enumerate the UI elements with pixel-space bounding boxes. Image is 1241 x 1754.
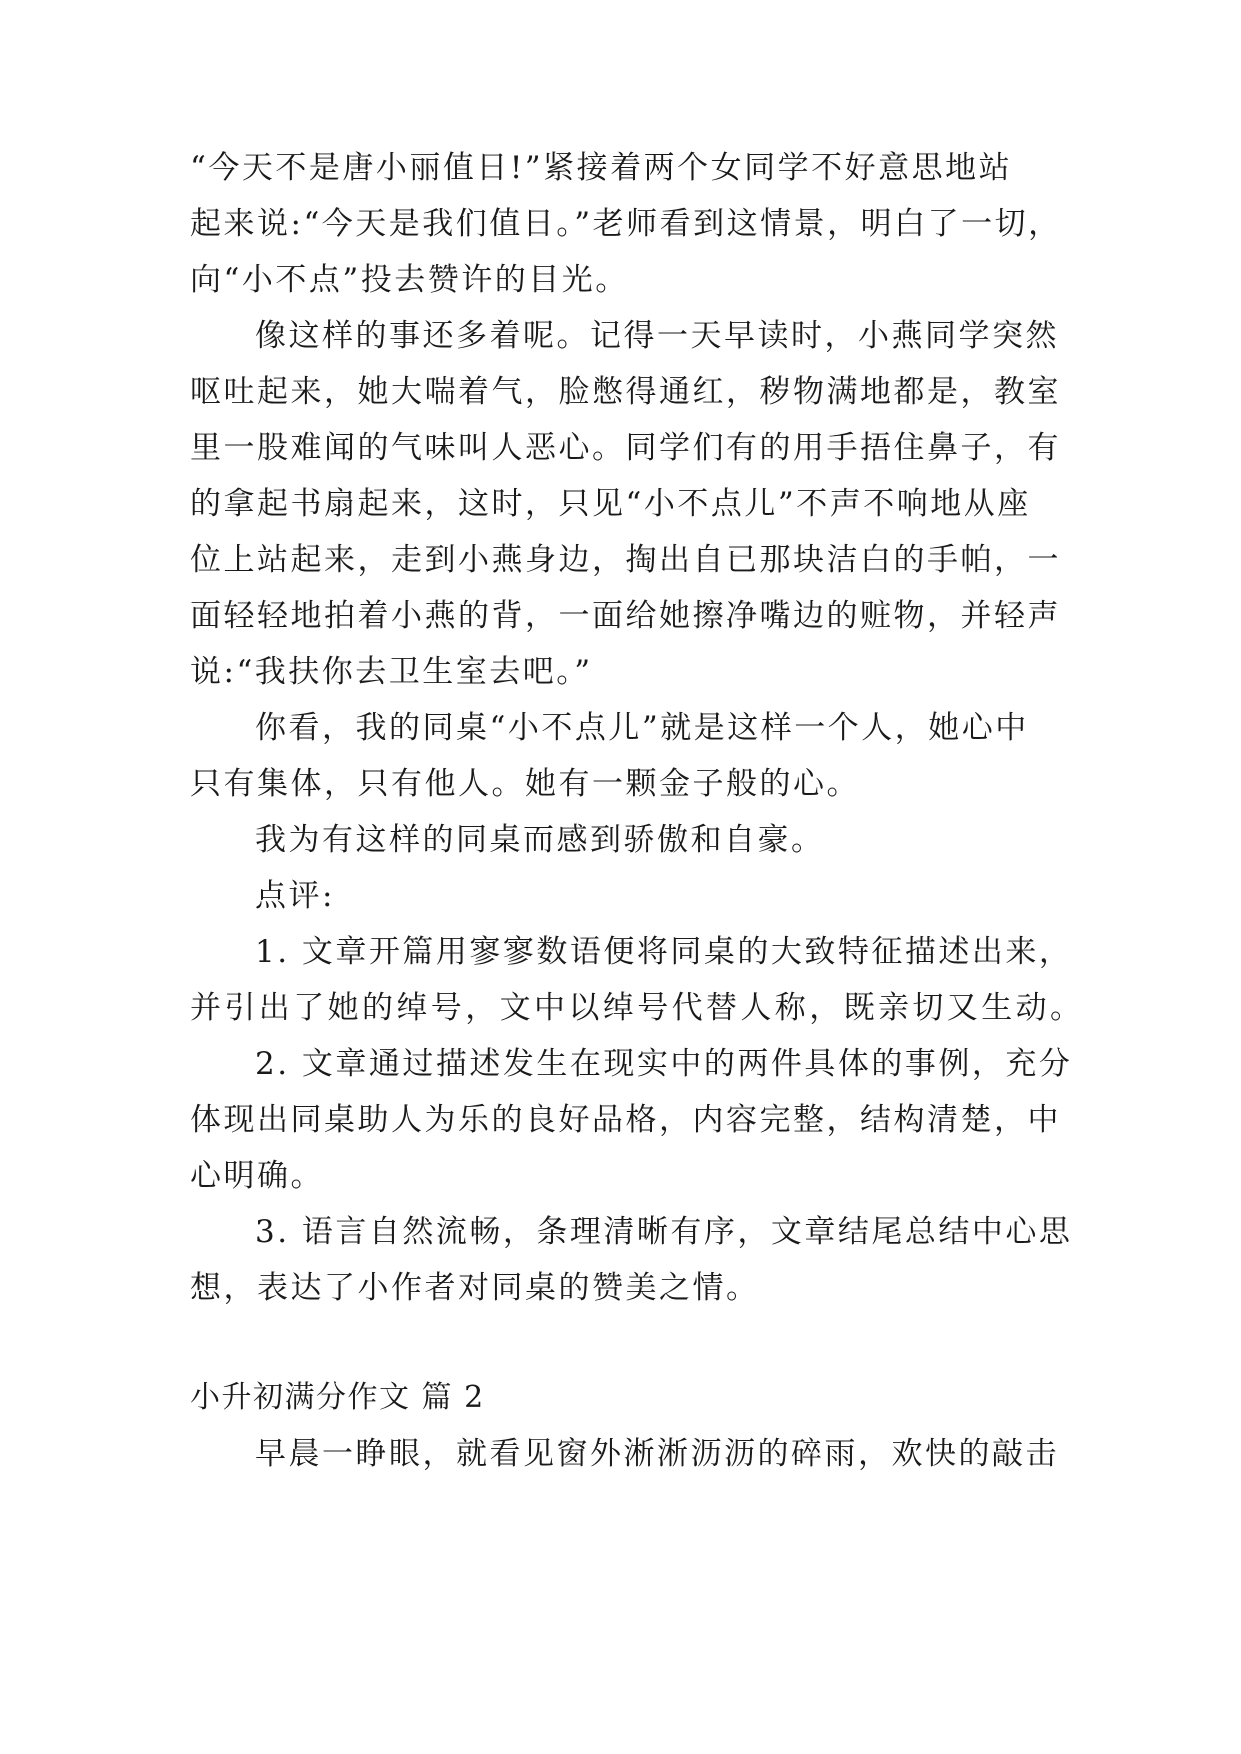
text-line: 想，表达了小作者对同桌的赞美之情。 — [190, 1270, 760, 1306]
text-line: 体现出同桌助人为乐的良好品格，内容完整，结构清楚，中 — [190, 1102, 1061, 1138]
comment-item-2: 2. 文章通过描述发生在现实中的两件具体的事例，充分 — [255, 1046, 1073, 1082]
text-line: 起来说:“今天是我们值日。”老师看到这情景，明白了一切， — [190, 206, 1062, 242]
text-line: 我为有这样的同桌而感到骄傲和自豪。 — [255, 822, 825, 858]
text-line: 面轻轻地拍着小燕的背，一面给她擦净嘴边的赃物，并轻声 — [190, 598, 1061, 634]
text-line: “今天不是唐小丽值日!”紧接着两个女同学不好意思地站 — [190, 150, 1013, 186]
section-heading: 小升初满分作文 篇 2 — [190, 1380, 485, 1415]
text-line: 里一股难闻的气味叫人恶心。同学们有的用手捂住鼻子，有 — [190, 430, 1061, 466]
text-line: 说:“我扶你去卫生室去吧。” — [190, 654, 593, 690]
text-line: 呕吐起来，她大喘着气，脸憋得通红，秽物满地都是，教室 — [190, 374, 1061, 410]
text-line: 并引出了她的绰号，文中以绰号代替人称，既亲切又生动。 — [190, 990, 1085, 1026]
text-line: 你看，我的同桌“小不点儿”就是这样一个人，她心中 — [255, 710, 1029, 746]
comment-item-3: 3. 语言自然流畅，条理清晰有序，文章结尾总结中心思 — [255, 1214, 1073, 1250]
text-line: 早晨一睁眼，就看见窗外淅淅沥沥的碎雨，欢快的敲击 — [255, 1436, 1059, 1472]
text-line: 位上站起来，走到小燕身边，掏出自已那块洁白的手帕，一 — [190, 542, 1061, 578]
text-line: 心明确。 — [190, 1158, 324, 1194]
comment-item-1: 1. 文章开篇用寥寥数语便将同桌的大致特征描述出来， — [255, 934, 1073, 970]
comment-label: 点评: — [255, 878, 335, 914]
text-line: 像这样的事还多着呢。记得一天早读时，小燕同学突然 — [255, 318, 1059, 354]
text-line: 向“小不点”投去赞许的目光。 — [190, 262, 629, 298]
text-line: 只有集体，只有他人。她有一颗金子般的心。 — [190, 766, 860, 802]
text-line: 的拿起书扇起来，这时，只见“小不点儿”不声不响地从座 — [190, 486, 1031, 522]
